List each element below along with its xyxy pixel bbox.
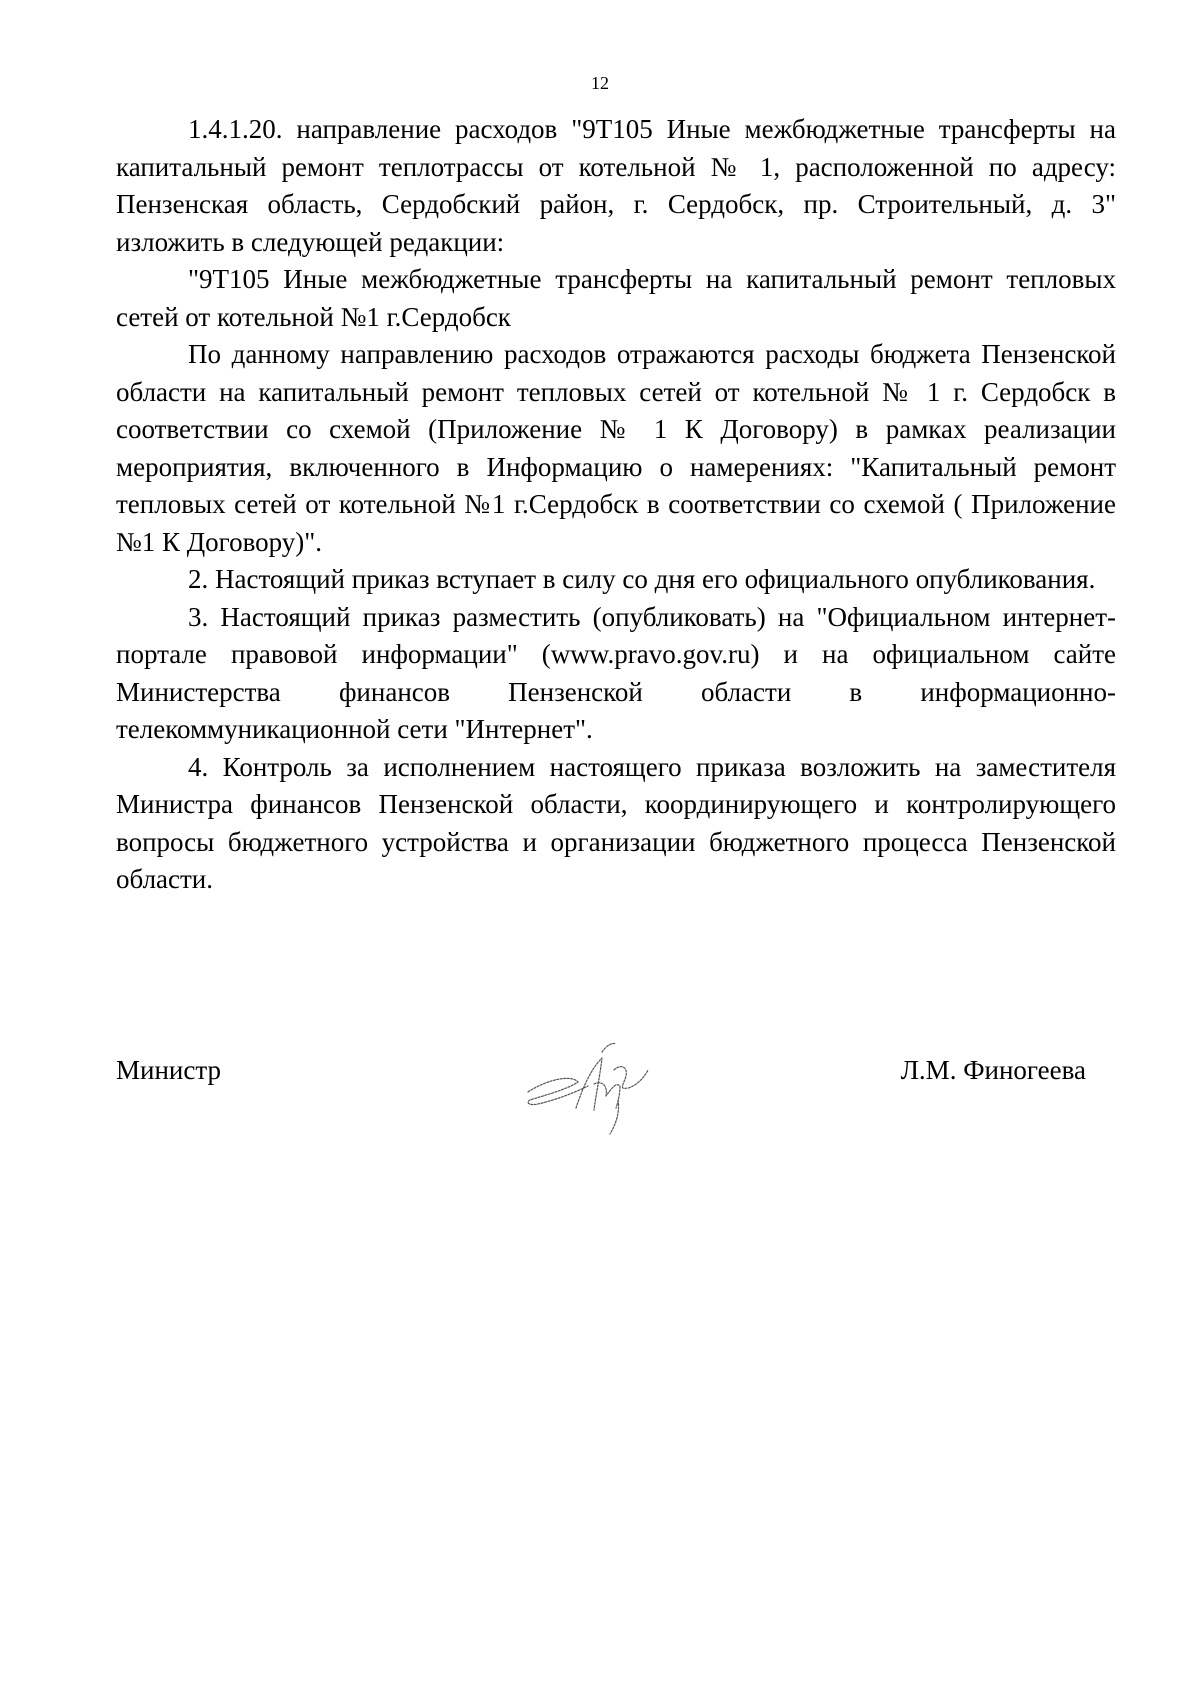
handwritten-signature-icon bbox=[516, 1030, 676, 1140]
signatory-title: Министр bbox=[116, 1055, 221, 1085]
paragraph-new-wording-title: "9Т105 Иные межбюджетные трансферты на капитальный ремонт тепловых сетей от котельной №1 г.Сердобск bbox=[116, 264, 1116, 332]
paragraph-1-4-1-20: 1.4.1.20. направление расходов "9Т105 Иные межбюджетные трансферты на капитальный ремонт теплотрассы от котельной № 1, расположенной по адресу: Пензенская область, Сердобский район, г. Сердобск, пр. Строительный, д. 3" изложить в следующей редакции: bbox=[116, 114, 1116, 257]
paragraph-item-4: 4. Контроль за исполнением настоящего приказа возложить на заместителя Министра финансов Пензенской области, координирующего и контролирующего вопросы бюджетного устройства и организации бюджетного процесса Пензенской области. bbox=[116, 751, 1116, 894]
page-number: 12 bbox=[591, 73, 609, 93]
document-body bbox=[116, 111, 1116, 899]
paragraph-item-2: 2. Настоящий приказ вступает в силу со дня его официального опубликования. bbox=[188, 564, 1096, 594]
paragraph-new-wording-body: По данному направлению расходов отражаются расходы бюджета Пензенской области на капитальный ремонт тепловых сетей от котельной № 1 г. Сердобск в соответствии со схемой (Приложение № 1 К Договору) в рамках реализации мероприятия, включенного в Информацию о намерениях: "Капитальный ремонт тепловых сетей от котельной №1 г.Сердобск в соответствии со схемой ( Приложение №1 К Договору)". bbox=[116, 339, 1116, 557]
paragraph-item-3: 3. Настоящий приказ разместить (опубликовать) на "Официальном интернет-портале правовой информации" (www.pravo.gov.ru) и на официальном сайте Министерства финансов Пензенской области в информационно-телекоммуникационной сети "Интернет". bbox=[116, 601, 1116, 744]
signatory-name: Л.М. Финогеева bbox=[900, 1055, 1086, 1085]
signature-block bbox=[116, 1030, 1086, 1150]
